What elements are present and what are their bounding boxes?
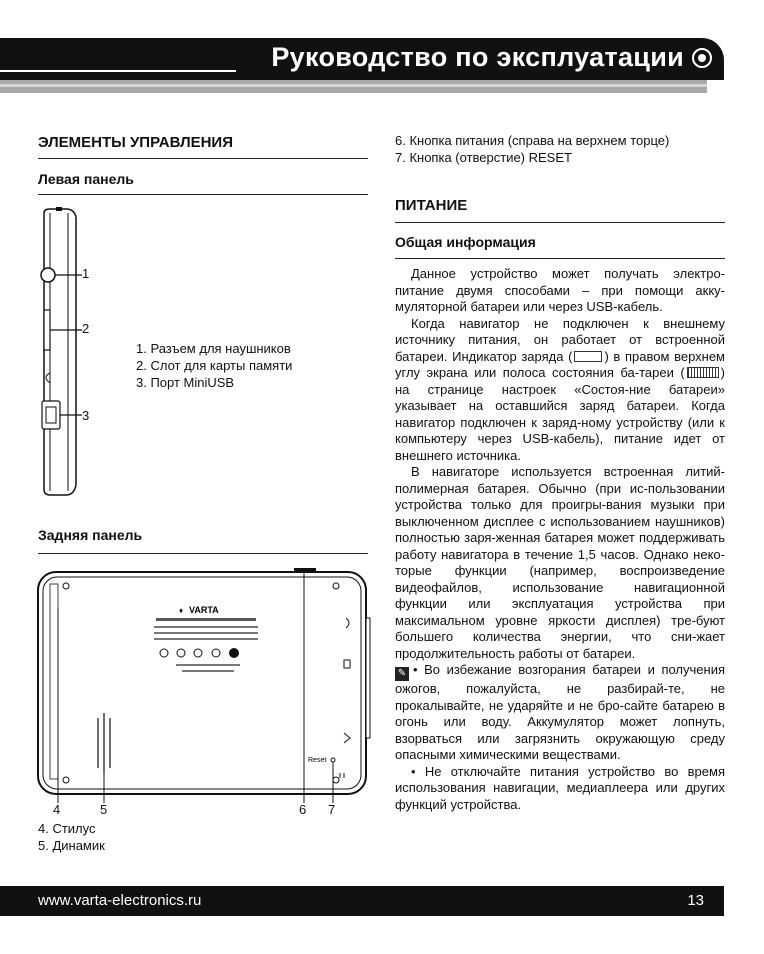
back-panel-title: Задняя панель [38,527,143,543]
text-span: • Во избежание возгорания батареи и получения ожогов, пожалуйста, не разбирай-те, не прокалывайте, не ударяйте и не бро-сайте батарею в огонь или воду. Аккумулятор может лопнуть, взорваться или загрязнить окружающую среду опасными химическими веществами. [395,662,725,762]
list-item: 7. Кнопка (отверстие) RESET [395,150,572,165]
paragraph: Данное устройство может получать электро-питание двумя способами – при помощи акку-муляторной батареи или через USB-кабель. [395,266,725,314]
note-icon: ✎ [395,667,409,681]
battery-indicator-icon [574,351,602,362]
divider [395,258,725,259]
device-brand-label: VARTA [189,605,219,615]
text-span: ) в правом верхнем углу экрана или полоса состояния ба-тареи ( [395,348,725,380]
callout-7: 7 [328,802,336,817]
callout-1: 1 [82,266,90,281]
header-accent-line [0,70,236,72]
back-panel-list [38,820,105,854]
battery-bar-icon [687,367,719,378]
text-span: ) на странице настроек «Состоя-ние батареи» указывает на оставшийся заряд батареи. Когда навигатор подключен к заряд-ному устройству (или к компьютеру через USB-кабель), питание идет от внешнего источника. [395,365,725,463]
footer-bar [0,886,724,916]
divider [395,222,725,223]
svg-text:♦: ♦ [179,606,184,615]
back-panel-diagram [36,568,372,803]
paragraph: • Не отключайте питания устройство во время использования навигации, медиаплеера или других функций устройства. [395,763,725,812]
list-item: 1. Разъем для наушников [136,341,291,356]
callout-4: 4 [53,802,61,817]
callout-5: 5 [100,802,108,817]
divider [38,194,368,195]
left-panel-list [136,340,292,391]
subsection-title: Общая информация [395,234,536,250]
callout-3: 3 [82,408,90,423]
text-span: Когда навигатор не подключен к внешнему источнику питания, он работает от встроенной батареи. Индикатор заряда ( [395,315,725,364]
list-item: 2. Слот для карты памяти [136,358,293,373]
page-title: Руководство по эксплуатации [271,42,684,72]
divider [38,553,368,554]
section-title-power: ПИТАНИЕ [395,197,468,214]
header-gray-band-inner [0,84,707,87]
footer-url: www.varta-electronics.ru [38,892,202,909]
callout-2: 2 [82,321,90,336]
page-number: 13 [687,892,704,909]
divider [38,158,368,159]
list-item: 6. Кнопка питания (справа на верхнем торце) [395,133,670,148]
reset-label: Reset [308,757,327,764]
warning-paragraph [395,662,725,764]
list-item: 4. Стилус [38,821,96,836]
callout-6: 6 [299,802,307,817]
paragraph [395,316,725,465]
header-bar [0,38,724,80]
back-panel-list-continued [395,132,669,166]
page-title-wrap [271,42,712,73]
left-panel-title: Левая панель [38,171,134,187]
list-item: 3. Порт MiniUSB [136,375,235,390]
list-item: 5. Динамик [38,838,105,853]
paragraph: В навигаторе используется встроенная литий-полимерная батарея. Обычно (при ис-пользовании устройства только для проигры-вания музыки при выключенном дисплее с использованием наушников) полностью заря-женная батарея может поддерживать работу навигатора в течение 1,5 часов. Однако неко-торые функции (например, воспроизведение видеофайлов, использование навигационной функции или эксплуатация устройства при максимальном уровне яркости дисплея) тре-буют большего количества энергии, что сни-жает продолжительность работы от батареи. [395,464,725,661]
target-icon [692,48,712,68]
power-body-text [395,266,725,813]
left-panel-diagram [30,205,110,505]
section-title-controls: ЭЛЕМЕНТЫ УПРАВЛЕНИЯ [38,134,233,151]
